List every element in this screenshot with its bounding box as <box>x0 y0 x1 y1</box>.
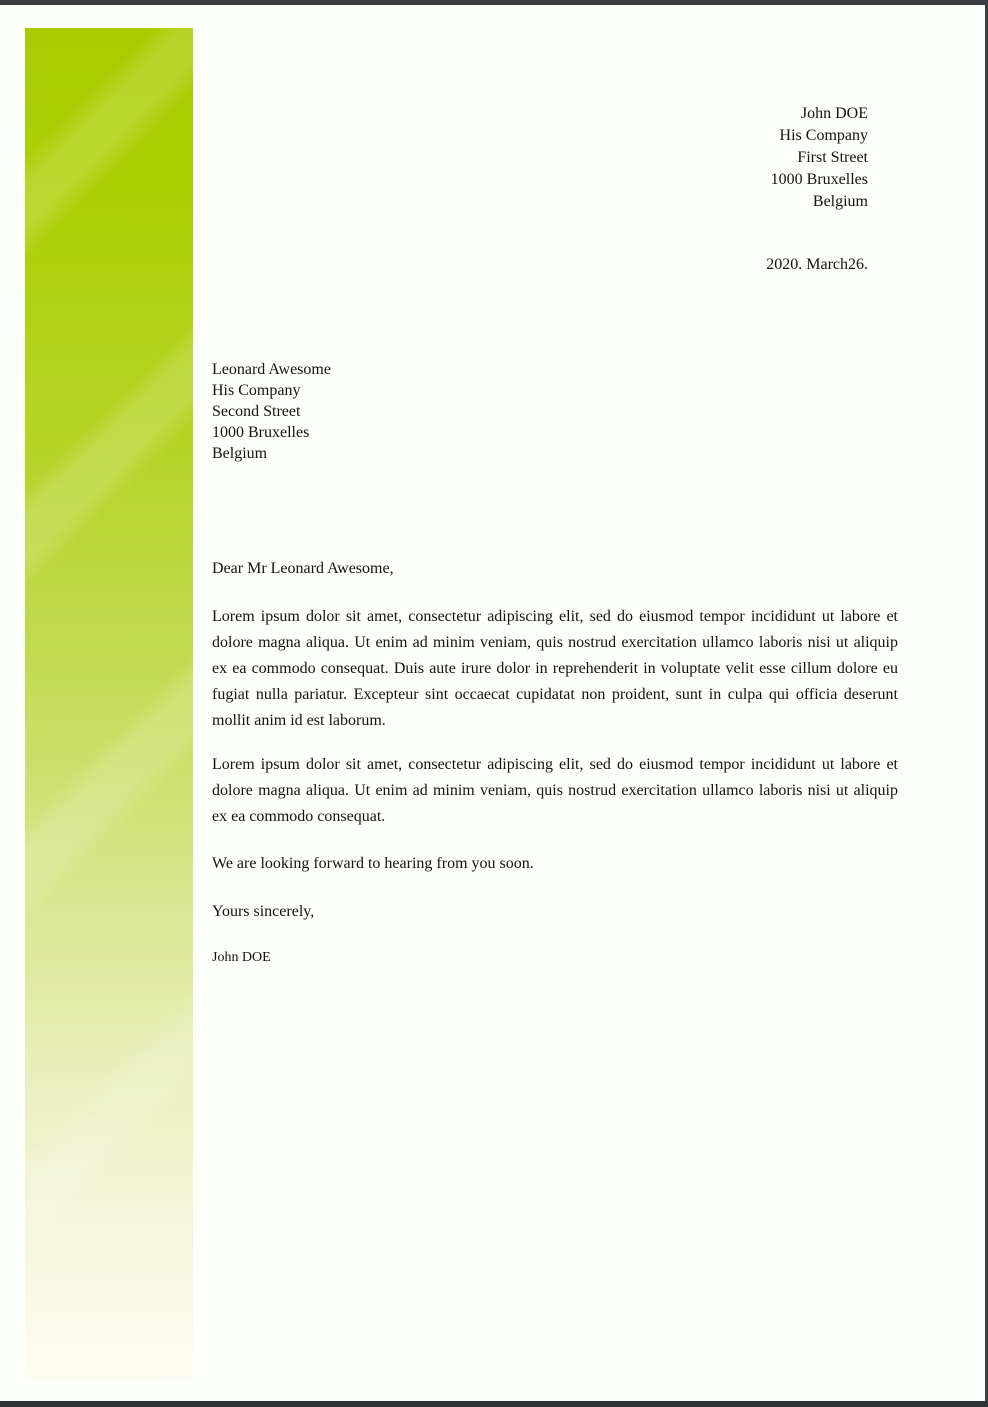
page-top-border <box>0 0 988 5</box>
salutation-text: Dear Mr Leonard Awesome, <box>212 560 394 577</box>
letterhead-green-stripe <box>25 28 193 1379</box>
date-text: 2020. March26. <box>766 256 868 273</box>
page-bottom-border <box>0 1401 988 1407</box>
recipient-street: Second Street <box>212 403 301 420</box>
recipient-name: Leonard Awesome <box>212 361 331 378</box>
recipient-city: 1000 Bruxelles <box>212 424 310 441</box>
sender-street: First Street <box>797 149 868 166</box>
valediction-text: Yours sincerely, <box>212 903 315 920</box>
recipient-country: Belgium <box>212 445 268 462</box>
sender-country: Belgium <box>812 193 868 210</box>
sender-address-block <box>771 103 868 213</box>
body-paragraph-1: Lorem ipsum dolor sit amet, consectetur adipiscing elit, sed do eiusmod tempor incididunt ut labore et dolore magna aliqua. Ut enim ad minim veniam, quis nostrud exercitation ullamco laboris nisi ut aliquip ex ea commodo consequat. Duis aute irure dolor in reprehenderit in voluptate velit esse cillum dolore eu fugiat nulla pariatur. Excepteur sint occaecat cupidatat non proident, sunt in culpa qui officia deserunt mollit anim id est laborum. <box>212 608 898 729</box>
closing-line: We are looking forward to hearing from you soon. <box>212 855 534 872</box>
signature-name: John DOE <box>212 950 271 965</box>
sender-company: His Company <box>779 127 868 144</box>
letter-body <box>212 556 898 968</box>
recipient-address-block <box>212 359 331 464</box>
sender-city: 1000 Bruxelles <box>770 171 868 188</box>
sender-name: John DOE <box>800 105 868 122</box>
body-paragraph-2: Lorem ipsum dolor sit amet, consectetur adipiscing elit, sed do eiusmod tempor incididunt ut labore et dolore magna aliqua. Ut enim ad minim veniam, quis nostrud exercitation ullamco laboris nisi ut aliquip ex ea commodo consequat. <box>212 756 898 825</box>
recipient-company: His Company <box>212 382 301 399</box>
